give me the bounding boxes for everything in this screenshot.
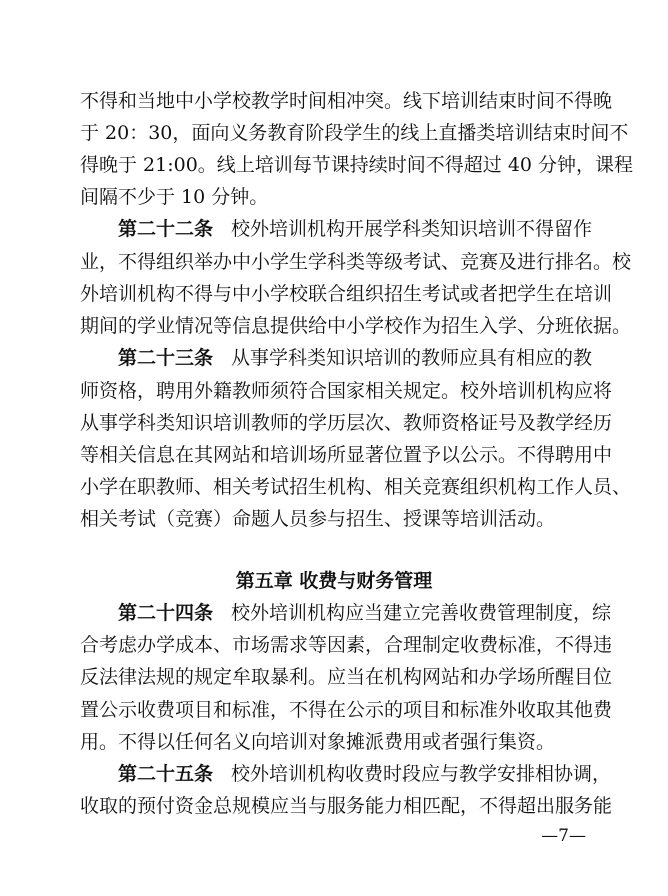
article-text: 校外培训机构应当建立完善收费管理制度，综 xyxy=(231,602,612,624)
article-text: 校外培训机构收费时段应与教学安排相协调， xyxy=(231,763,612,785)
paragraph-line: 从事学科类知识培训教师的学历层次、教师资格证号及教学经历 xyxy=(80,412,613,434)
paragraph-line: 不得和当地中小学校教学时间相冲突。线下培训结束时间不得晚 xyxy=(80,90,613,112)
paragraph-line: 收取的预付资金总规模应当与服务能力相匹配，不得超出服务能 xyxy=(80,795,613,817)
paragraph-line: 外培训机构不得与中小学校联合组织招生考试或者把学生在培训 xyxy=(80,283,613,305)
article-number: 第二十三条 xyxy=(118,347,214,369)
paragraph-line: 师资格，聘用外籍教师须符合国家相关规定。校外培训机构应将 xyxy=(80,380,613,402)
paragraph-line: 置公示收费项目和标准，不得在公示的项目和标准外收取其他费 xyxy=(80,699,613,721)
article-number: 第二十五条 xyxy=(118,763,214,785)
paragraph-line: 期间的学业情况等信息提供给中小学校作为招生入学、分班依据。 xyxy=(80,315,632,337)
paragraph-line: 等相关信息在其网站和培训场所显著位置予以公示。不得聘用中 xyxy=(80,444,613,466)
paragraph-line: 反法律法规的规定牟取暴利。应当在机构网站和办学场所醒目位 xyxy=(80,666,613,688)
paragraph-line: 合考虑办学成本、市场需求等因素，合理制定收费标准，不得违 xyxy=(80,634,613,656)
paragraph-line: 得晚于 21:00。线上培训每节课持续时间不得超过 40 分钟，课程 xyxy=(80,154,634,176)
article-number: 第二十四条 xyxy=(118,602,214,624)
article-24-first-line xyxy=(80,600,612,626)
article-text: 校外培训机构开展学科类知识培训不得留作 xyxy=(231,218,593,240)
article-text: 从事学科类知识培训的教师应具有相应的教 xyxy=(231,347,593,369)
article-25-first-line xyxy=(80,761,612,787)
paragraph-line: 于 20：30，面向义务教育阶段学生的线上直播类培训结束时间不 xyxy=(80,122,629,144)
paragraph-line: 间隔不少于 10 分钟。 xyxy=(80,186,269,208)
paragraph-line: 小学在职教师、相关考试招生机构、相关竞赛组织机构工作人员、 xyxy=(80,476,632,498)
paragraph-line: 用。不得以任何名义向培训对象摊派费用或者强行集资。 xyxy=(80,731,556,753)
article-22-first-line xyxy=(80,216,593,242)
paragraph-line: 相关考试（竞赛）命题人员参与招生、授课等培训活动。 xyxy=(80,508,556,530)
paragraph-line: 业，不得组织举办中小学生学科类等级考试、竞赛及进行排名。校 xyxy=(80,251,632,273)
page-number: —7— xyxy=(541,826,586,846)
chapter-heading: 第五章 收费与财务管理 xyxy=(235,570,433,592)
article-number: 第二十二条 xyxy=(118,218,214,240)
article-23-first-line xyxy=(80,345,593,371)
